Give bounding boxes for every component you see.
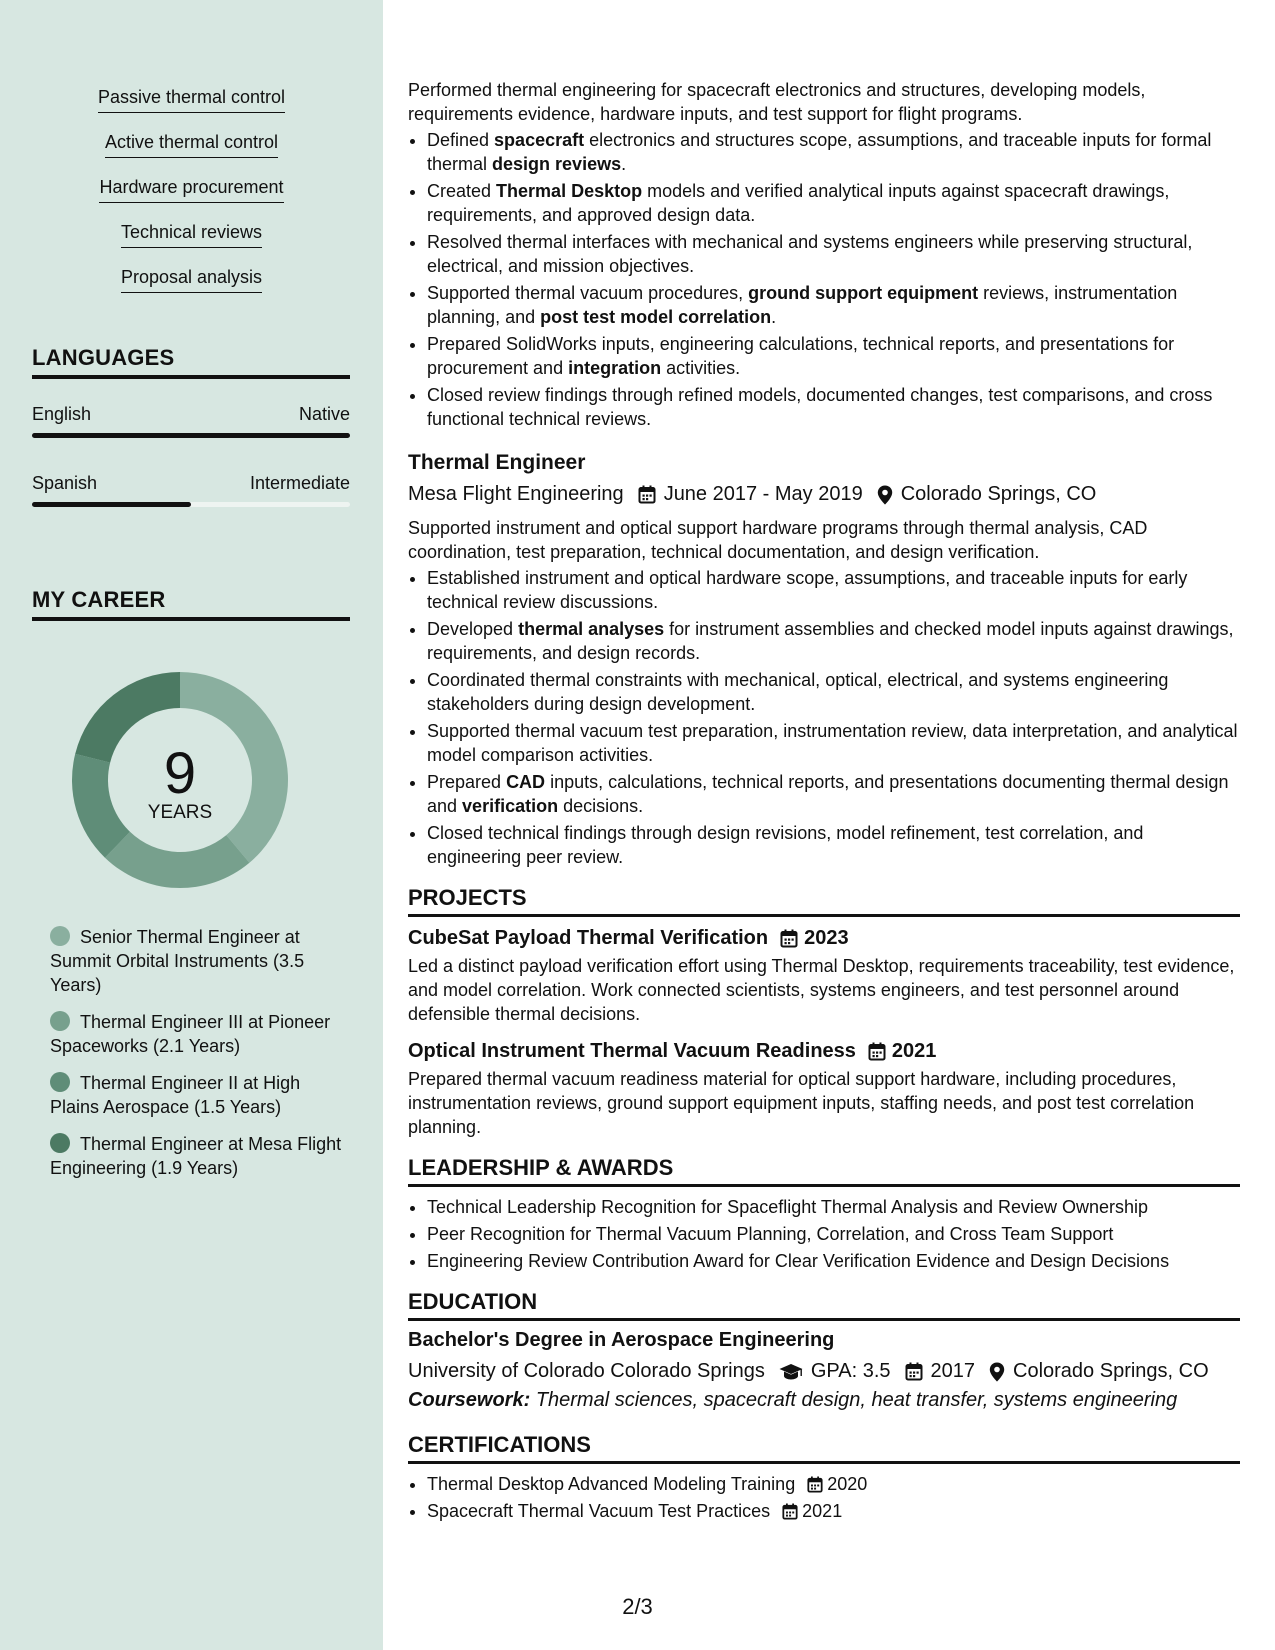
skill-item: Passive thermal control <box>98 86 285 113</box>
career-heading: MY CAREER <box>32 587 350 621</box>
location-pin-icon <box>989 1362 1005 1382</box>
skill-item: Active thermal control <box>105 131 278 158</box>
awards-heading: LEADERSHIP & AWARDS <box>408 1155 1240 1187</box>
bullet-text: activities. <box>661 358 741 378</box>
bullet-text: Established instrument and optical hardware scope, assumptions, and traceable inputs for early technical review discussions. <box>427 568 1188 612</box>
bullet-text: for instrument assemblies and checked model inputs against drawings, requirements, and design records. <box>427 619 1234 663</box>
job-bullet <box>427 821 1240 869</box>
legend-label: Thermal Engineer II at High Plains Aerospace (1.5 Years) <box>50 1073 301 1117</box>
certification-year: 2020 <box>827 1474 868 1494</box>
sidebar <box>0 0 383 1650</box>
gpa: GPA: 3.5 <box>810 1360 891 1382</box>
bullet-text: Supported thermal vacuum procedures, <box>427 283 749 303</box>
legend-dot <box>50 1072 70 1092</box>
career-segment <box>180 672 288 863</box>
career-donut-chart <box>60 660 300 900</box>
bullet-text: . <box>771 307 777 327</box>
bullet-text: Created <box>427 181 497 201</box>
job-bullet <box>427 770 1240 818</box>
certification-name: • Thermal Desktop Advanced Modeling Training <box>427 1474 796 1494</box>
language-spanish <box>32 473 350 507</box>
bullet-keyword: Thermal Desktop <box>496 181 643 201</box>
awards-list <box>408 1195 1240 1273</box>
language-english <box>32 404 350 438</box>
project-year: 2023 <box>804 927 849 949</box>
school-location: Colorado Springs, CO <box>1013 1360 1209 1382</box>
bullet-keyword: integration <box>568 358 662 378</box>
bullet-text: Developed <box>427 619 519 639</box>
bullet-text: models and verified analytical inputs against spacecraft drawings, requirements, and approved design data. <box>427 181 1170 225</box>
career-legend <box>50 925 350 1193</box>
career-legend-item <box>50 1132 350 1180</box>
job-summary: Performed thermal engineering for spacecraft electronics and structures, developing models, requirements evidence, hardware inputs, and test support for flight programs. <box>408 80 1146 124</box>
location-pin-icon <box>877 485 893 505</box>
bullet-text: Defined <box>427 130 495 150</box>
job-bullet <box>427 230 1240 278</box>
job-bullet <box>427 281 1240 329</box>
bullet-text: . <box>621 154 627 174</box>
bullet-keyword: CAD <box>506 772 546 792</box>
bullet-text: Prepared SolidWorks inputs, engineering calculations, technical reports, and presentations for procurement and <box>427 334 1175 378</box>
language-level: Native <box>298 404 350 424</box>
bullet-text: Closed technical findings through design revisions, model refinement, test correlation, and engineering peer review. <box>427 823 1144 867</box>
job-title: Thermal Engineer <box>408 451 586 474</box>
job-bullet <box>427 719 1240 767</box>
calendar-icon <box>905 1362 923 1381</box>
job-bullet <box>427 179 1240 227</box>
job-bullet <box>427 617 1240 665</box>
project-title <box>408 927 1240 950</box>
coursework-label: Coursework: <box>408 1389 531 1411</box>
bullet-text: Resolved thermal interfaces with mechanical and systems engineers while preserving structural, electrical, and mission objectives. <box>427 232 1193 276</box>
bullet-text: electronics and structures scope, assumptions, and traceable inputs for formal thermal <box>427 130 1212 174</box>
bullet-keyword: verification <box>462 796 559 816</box>
career-legend-item <box>50 925 350 997</box>
certifications-heading: CERTIFICATIONS <box>408 1432 1240 1464</box>
languages-heading: LANGUAGES <box>32 345 350 379</box>
education-meta <box>408 1360 1240 1383</box>
skill-item: Proposal analysis <box>121 266 262 293</box>
proficiency-fill <box>32 502 191 507</box>
certification-item <box>427 1472 1240 1496</box>
job-location: Colorado Springs, CO <box>900 483 1097 505</box>
projects-heading: PROJECTS <box>408 885 1240 917</box>
project-title <box>408 1040 1240 1063</box>
job-dates: June 2017 - May 2019 <box>663 483 863 505</box>
career-legend-item <box>50 1010 350 1058</box>
language-proficiency-bar <box>32 433 350 438</box>
project-name: CubeSat Payload Thermal Verification <box>408 927 769 949</box>
award-item: • Technical Leadership Recognition for Spaceflight Thermal Analysis and Review Ownership <box>427 1195 1240 1219</box>
calendar-icon <box>807 1476 823 1493</box>
bullet-text: decisions. <box>558 796 644 816</box>
career-years: 9 <box>163 741 197 806</box>
graduation-cap-icon <box>779 1363 803 1381</box>
coursework <box>408 1389 1240 1412</box>
bullet-text: Coordinated thermal constraints with mechanical, optical, electrical, and systems engineering stakeholders during design development. <box>427 670 1169 714</box>
bullet-keyword: design reviews <box>492 154 622 174</box>
career-segment <box>105 832 249 888</box>
main-content <box>408 78 1240 1526</box>
bullet-text: inputs, calculations, technical reports, and presentations documenting thermal design and <box>427 772 1229 816</box>
graduation-year: 2017 <box>930 1360 976 1382</box>
job-bullet <box>427 566 1240 614</box>
certification-item <box>427 1499 1240 1523</box>
legend-label: Senior Thermal Engineer at Summit Orbital Instruments (3.5 Years) <box>50 927 305 995</box>
career-years-label: YEARS <box>147 802 213 823</box>
certifications-list <box>408 1472 1240 1523</box>
coursework-text: Thermal sciences, spacecraft design, heat transfer, systems engineering <box>535 1389 1178 1411</box>
degree-title: Bachelor's Degree in Aerospace Engineering <box>408 1329 835 1351</box>
company-name: Mesa Flight Engineering <box>408 483 624 505</box>
legend-label: Thermal Engineer at Mesa Flight Engineering (1.9 Years) <box>50 1134 342 1178</box>
project-description: Led a distinct payload verification effort using Thermal Desktop, requirements traceability, test evidence, and model correlation. Work connected scientists, systems engineers, and test personnel around defensible thermal decisions. <box>408 956 1235 1024</box>
skills-list <box>0 86 383 311</box>
bullet-text: Prepared <box>427 772 507 792</box>
project-year: 2021 <box>891 1040 937 1062</box>
job-bullet <box>427 128 1240 176</box>
award-item: • Peer Recognition for Thermal Vacuum Planning, Correlation, and Cross Team Support <box>427 1222 1240 1246</box>
bullet-keyword: ground support equipment <box>748 283 979 303</box>
job-summary: Supported instrument and optical support hardware programs through thermal analysis, CAD coordination, test preparation, technical documentation, and design verification. <box>408 518 1148 562</box>
page-number: 2/3 <box>622 1594 653 1619</box>
education-heading: EDUCATION <box>408 1289 1240 1321</box>
calendar-icon <box>780 929 798 948</box>
calendar-icon <box>782 1503 798 1520</box>
bullet-text: Closed review findings through refined models, documented changes, test comparisons, and cross functional technical reviews. <box>427 385 1213 429</box>
certification-name: • Spacecraft Thermal Vacuum Test Practices <box>427 1501 771 1521</box>
bullet-keyword: post test model correlation <box>540 307 772 327</box>
job-bullet <box>427 383 1240 431</box>
legend-dot <box>50 1011 70 1031</box>
legend-dot <box>50 1133 70 1153</box>
job-bullet <box>427 332 1240 380</box>
bullet-keyword: spacecraft <box>494 130 585 150</box>
school-name: University of Colorado Colorado Springs <box>408 1360 765 1382</box>
job-meta <box>408 483 1240 506</box>
bullet-text: reviews, instrumentation planning, and <box>427 283 1178 327</box>
calendar-icon <box>868 1042 886 1061</box>
job-bullet <box>427 668 1240 716</box>
legend-label: Thermal Engineer III at Pioneer Spaceworks (2.1 Years) <box>50 1012 331 1056</box>
bullet-text: Supported thermal vacuum test preparation, instrumentation review, data interpretation, and analytical model comparison activities. <box>427 721 1238 765</box>
language-name: Spanish <box>32 473 98 493</box>
skill-item: Hardware procurement <box>99 176 283 203</box>
legend-dot <box>50 926 70 946</box>
job-bullets <box>408 566 1240 869</box>
language-level: Intermediate <box>249 473 350 493</box>
career-legend-item <box>50 1071 350 1119</box>
project-name: Optical Instrument Thermal Vacuum Readiness <box>408 1040 856 1062</box>
language-proficiency-bar <box>32 502 350 507</box>
language-name: English <box>32 404 92 424</box>
job-bullets <box>408 128 1240 431</box>
proficiency-fill <box>32 433 350 438</box>
bullet-keyword: thermal analyses <box>518 619 665 639</box>
skill-item: Technical reviews <box>121 221 262 248</box>
certification-year: 2021 <box>802 1501 843 1521</box>
project-description: Prepared thermal vacuum readiness material for optical support hardware, including procedures, instrumentation reviews, ground support equipment inputs, staffing needs, and post test correlation planning. <box>408 1069 1195 1137</box>
award-item: • Engineering Review Contribution Award for Clear Verification Evidence and Design Decisions <box>427 1249 1240 1273</box>
calendar-icon <box>638 485 656 504</box>
